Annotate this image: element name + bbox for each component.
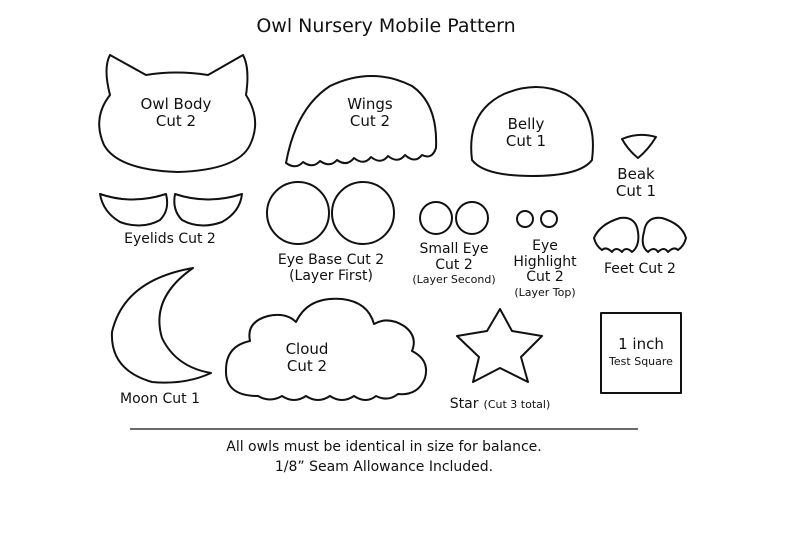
small-eye-name: Small Eye <box>419 241 489 257</box>
eyelid-left-shape <box>100 194 167 226</box>
eye-highlight-left-shape <box>517 211 533 227</box>
eye-highlight-note: (Layer Top) <box>514 286 576 300</box>
eye-highlight-right-shape <box>541 211 557 227</box>
small-eye-left-shape <box>420 202 452 234</box>
star-name: Star <box>449 396 479 412</box>
beak-label <box>596 166 676 200</box>
owl-body-cut: Cut 2 <box>155 111 197 130</box>
page-title: Owl Nursery Mobile Pattern <box>256 15 516 37</box>
belly-name: Belly <box>507 115 545 133</box>
beak-cut: Cut 1 <box>615 181 657 200</box>
eye-base-label <box>266 253 396 284</box>
eye-highlight-name2: Highlight <box>513 253 577 270</box>
footer-line-2: 1/8” Seam Allowance Included. <box>274 459 494 475</box>
eye-base-note: (Layer First) <box>289 267 373 284</box>
test-square-size: 1 inch <box>618 335 664 353</box>
eyelids-label: Eyelids Cut 2 <box>124 231 216 247</box>
star-label <box>420 394 580 413</box>
foot-right-shape <box>643 218 686 252</box>
star-shape <box>457 309 542 382</box>
star-note: (Cut 3 total) <box>483 398 551 411</box>
eye-base-left-shape <box>267 182 329 244</box>
footer-line-1: All owls must be identical in size for balance. <box>226 439 542 455</box>
moon-label: Moon Cut 1 <box>119 391 201 407</box>
belly-cut: Cut 1 <box>505 131 547 150</box>
eyelid-right-shape <box>174 194 242 226</box>
wings-label <box>310 96 430 130</box>
beak-name: Beak <box>617 165 655 183</box>
owl-body-name: Owl Body <box>140 95 212 113</box>
cloud-cut: Cut 2 <box>286 356 328 375</box>
cloud-label <box>262 341 352 375</box>
eye-highlight-cut: Cut 2 <box>526 269 564 286</box>
eye-highlight-name: Eye <box>532 238 558 254</box>
beak-shape <box>622 135 656 158</box>
owl-body-label <box>110 96 242 130</box>
test-square-label <box>601 336 681 368</box>
wings-cut: Cut 2 <box>349 111 391 130</box>
cloud-name: Cloud <box>285 340 329 358</box>
small-eye-cut: Cut 2 <box>435 256 473 273</box>
eye-highlight-label <box>500 239 590 299</box>
test-square-name: Test Square <box>609 354 673 368</box>
eye-base-cut: Eye Base Cut 2 <box>277 252 385 268</box>
feet-label: Feet Cut 2 <box>604 261 676 277</box>
eye-base-right-shape <box>332 182 394 244</box>
foot-left-shape <box>594 218 638 252</box>
wings-name: Wings <box>347 95 393 113</box>
small-eye-note: (Layer Second) <box>412 273 496 287</box>
belly-label <box>476 116 576 150</box>
small-eye-label <box>404 242 504 287</box>
moon-shape <box>112 268 211 383</box>
small-eye-right-shape <box>456 202 488 234</box>
